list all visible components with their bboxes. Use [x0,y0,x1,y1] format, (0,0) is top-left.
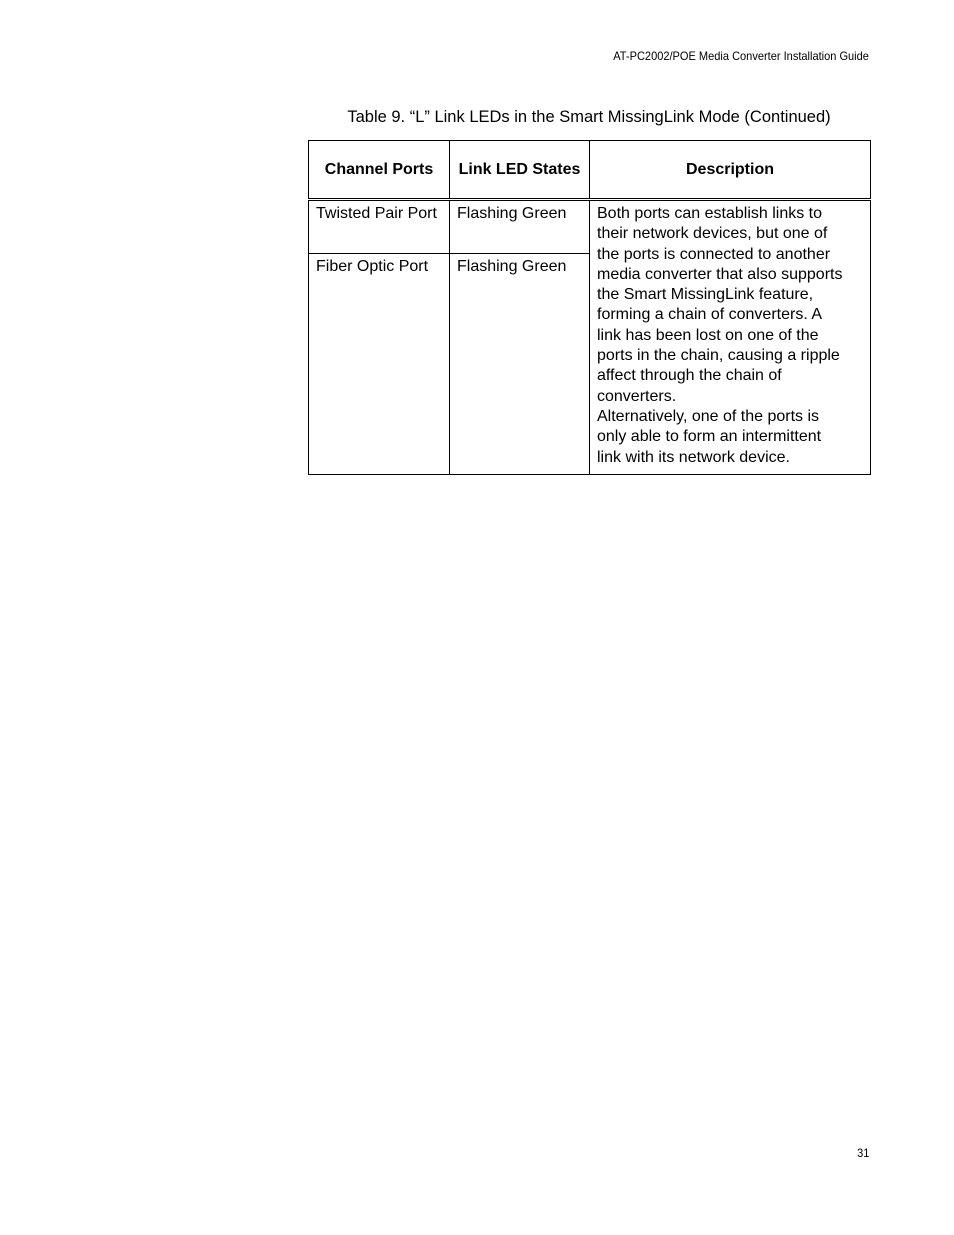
description-line: ports in the chain, causing a ripple [597,347,840,365]
cell-channel-port: Fiber Optic Port [309,254,450,475]
page-number: 31 [856,1146,869,1160]
cell-description [590,200,871,475]
description-line: the ports is connected to another [597,245,831,263]
description-line: affect through the chain of [597,367,782,385]
description-line: converters. [597,387,677,405]
cell-led-state: Flashing Green [450,200,590,254]
running-header: AT-PC2002/POE Media Converter Installation Guide [613,49,869,63]
table-row [309,200,871,254]
column-header-description: Description [590,141,871,200]
description-line: their network devices, but one of [597,225,828,243]
description-line: link has been lost on one of the [597,326,819,344]
description-line: the Smart MissingLink feature, [597,286,814,304]
table-header-row [309,141,871,200]
cell-led-state: Flashing Green [450,254,590,475]
description-line: Alternatively, one of the ports is [597,407,820,425]
description-line: media converter that also supports [597,265,843,283]
column-header-link-led-states: Link LED States [450,141,590,200]
description-line: only able to form an intermittent [597,428,822,446]
description-line: Both ports can establish links to [597,205,823,222]
led-table [308,140,871,475]
table-caption: Table 9. “L” Link LEDs in the Smart MissingLink Mode (Continued) [347,108,831,126]
description-line: link with its network device. [597,448,790,466]
cell-channel-port: Twisted Pair Port [309,200,450,254]
description-line: forming a chain of converters. A [597,306,822,324]
column-header-channel-ports: Channel Ports [309,141,450,200]
